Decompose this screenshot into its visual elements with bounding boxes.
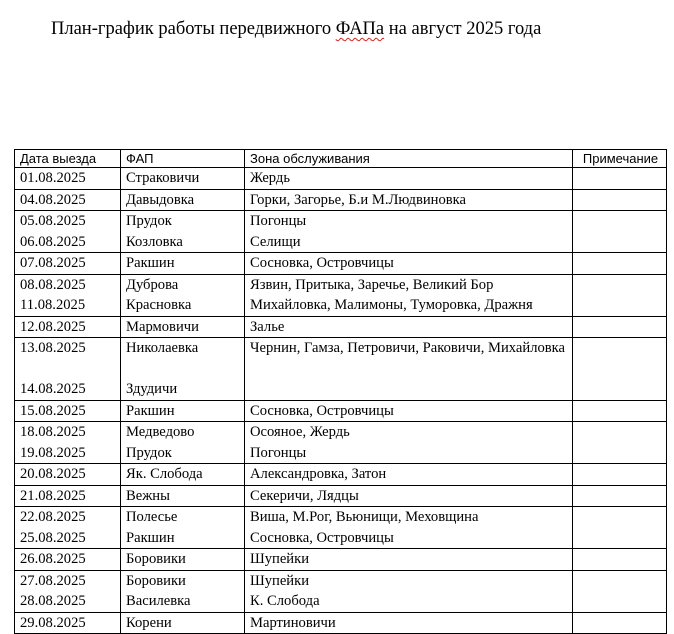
cell-zone <box>245 316 573 338</box>
table-body <box>15 168 667 634</box>
cell-date <box>15 274 121 316</box>
date-line: 15.08.2025 <box>20 402 86 419</box>
fap-line: Василевка <box>126 593 191 609</box>
header-zone: Зона обслуживания <box>245 150 573 168</box>
cell-fap <box>121 464 245 486</box>
cell-note <box>573 274 667 316</box>
date-line: 25.08.2025 <box>20 529 86 546</box>
fap-line: Прудок <box>126 213 172 229</box>
cell-spacer <box>20 359 117 380</box>
zone-line: Секеричи, Лядцы <box>250 487 359 504</box>
cell-note <box>573 612 667 634</box>
date-line: 13.08.2025 <box>20 340 86 356</box>
table-row <box>15 211 667 253</box>
cell-zone <box>245 211 573 253</box>
cell-note <box>573 422 667 464</box>
fap-line: Козловка <box>126 233 183 250</box>
cell-zone <box>245 168 573 190</box>
cell-zone <box>245 274 573 316</box>
zone-line: Горки, Загорье, Б.и М.Людвиновка <box>250 191 467 208</box>
fap-line: Ракшин <box>126 402 175 419</box>
cell-zone <box>245 253 573 275</box>
cell-fap <box>121 612 245 634</box>
zone-line: Селищи <box>250 233 301 250</box>
fap-line: Корени <box>126 614 172 631</box>
schedule-table <box>14 149 667 634</box>
table-row <box>15 400 667 422</box>
cell-zone <box>245 507 573 549</box>
cell-note <box>573 464 667 486</box>
table-row <box>15 549 667 571</box>
zone-line: Сосновка, Островчицы <box>250 255 394 271</box>
fap-line: Полесье <box>126 509 178 525</box>
cell-date <box>15 211 121 253</box>
cell-note <box>573 168 667 190</box>
zone-line: Виша, М.Рог, Вьюнищи, Меховщина <box>250 509 479 525</box>
cell-fap <box>121 400 245 422</box>
cell-note <box>573 400 667 422</box>
cell-fap <box>121 422 245 464</box>
table-row <box>15 464 667 486</box>
cell-zone <box>245 570 573 612</box>
cell-date <box>15 316 121 338</box>
cell-fap <box>121 168 245 190</box>
cell-zone <box>245 189 573 211</box>
cell-note <box>573 253 667 275</box>
date-line: 28.08.2025 <box>20 593 86 609</box>
fap-line: Мармовичи <box>126 318 199 335</box>
header-fap: ФАП <box>121 150 245 168</box>
zone-line: Жердь <box>250 170 290 186</box>
table-row <box>15 422 667 464</box>
date-line: 05.08.2025 <box>20 213 86 229</box>
zone-line: Язвин, Притыка, Заречье, Великий Бор <box>250 276 494 293</box>
table-row <box>15 507 667 549</box>
date-line: 12.08.2025 <box>20 318 86 335</box>
date-line: 14.08.2025 <box>20 381 86 397</box>
cell-note <box>573 485 667 507</box>
cell-date <box>15 570 121 612</box>
cell-date <box>15 422 121 464</box>
zone-line: Залье <box>250 318 285 335</box>
table-row <box>15 570 667 612</box>
cell-note <box>573 507 667 549</box>
fap-line: Ракшин <box>126 529 175 546</box>
date-line: 22.08.2025 <box>20 509 86 525</box>
cell-note <box>573 211 667 253</box>
cell-date <box>15 464 121 486</box>
date-line: 04.08.2025 <box>20 191 86 208</box>
cell-zone <box>245 485 573 507</box>
table-row <box>15 612 667 634</box>
fap-line: Ракшин <box>126 255 175 271</box>
cell-date <box>15 612 121 634</box>
cell-fap <box>121 253 245 275</box>
cell-note <box>573 189 667 211</box>
title-part-before: План-график работы передвижного <box>51 19 336 39</box>
cell-fap <box>121 211 245 253</box>
zone-line: Сосновка, Островчицы <box>250 529 394 546</box>
zone-line: Шупейки <box>250 551 310 567</box>
cell-fap <box>121 549 245 571</box>
date-line: 26.08.2025 <box>20 551 86 567</box>
fap-line: Боровики <box>126 551 186 567</box>
fap-line: Страковичи <box>126 170 200 186</box>
zone-line: Осояное, Жердь <box>250 424 350 440</box>
zone-line: Погонцы <box>250 444 307 461</box>
date-line: 29.08.2025 <box>20 614 86 631</box>
fap-line: Медведово <box>126 424 195 440</box>
header-date: Дата выезда <box>15 150 121 168</box>
cell-date <box>15 485 121 507</box>
cell-date <box>15 168 121 190</box>
date-line: 18.08.2025 <box>20 424 86 440</box>
zone-line: Сосновка, Островчицы <box>250 402 394 419</box>
table-header-row <box>15 150 667 168</box>
zone-line: Михайловка, Малимоны, Туморовка, Дражня <box>250 297 533 313</box>
table-row <box>15 338 667 401</box>
fap-line: Як. Слобода <box>126 466 203 482</box>
cell-zone <box>245 422 573 464</box>
cell-zone <box>245 549 573 571</box>
date-line: 21.08.2025 <box>20 487 86 504</box>
cell-note <box>573 570 667 612</box>
cell-fap <box>121 338 245 401</box>
cell-zone <box>245 612 573 634</box>
date-line: 01.08.2025 <box>20 170 86 186</box>
date-line: 19.08.2025 <box>20 444 86 461</box>
cell-fap <box>121 570 245 612</box>
table-row <box>15 316 667 338</box>
table-row <box>15 189 667 211</box>
document-title <box>51 17 541 41</box>
fap-line: Дуброва <box>126 276 179 293</box>
table-row <box>15 168 667 190</box>
cell-zone <box>245 464 573 486</box>
cell-date <box>15 400 121 422</box>
zone-line: Чернин, Гамза, Петровичи, Раковичи, Михайловка <box>250 340 566 356</box>
cell-date <box>15 189 121 211</box>
title-part-after: на август 2025 года <box>384 19 542 39</box>
cell-date <box>15 338 121 401</box>
cell-zone <box>245 338 573 401</box>
fap-line: Здудичи <box>126 381 178 397</box>
cell-note <box>573 316 667 338</box>
title-part-spellcheck-word: ФАПа <box>335 19 385 39</box>
fap-line: Вежны <box>126 487 170 504</box>
fap-line: Давыдовка <box>126 191 195 208</box>
zone-line: Александровка, Затон <box>250 466 387 482</box>
zone-line: К. Слобода <box>250 593 320 609</box>
fap-line: Николаевка <box>126 340 199 356</box>
zone-line: Шупейки <box>250 572 310 589</box>
fap-line: Боровики <box>126 572 186 589</box>
header-note: Примечание <box>573 150 667 168</box>
cell-fap <box>121 274 245 316</box>
date-line: 20.08.2025 <box>20 466 86 482</box>
cell-fap <box>121 189 245 211</box>
date-line: 11.08.2025 <box>20 297 86 313</box>
date-line: 27.08.2025 <box>20 572 86 589</box>
cell-date <box>15 253 121 275</box>
date-line: 06.08.2025 <box>20 233 86 250</box>
table-row <box>15 274 667 316</box>
fap-line: Красновка <box>126 297 192 313</box>
table-row <box>15 485 667 507</box>
cell-note <box>573 549 667 571</box>
cell-fap <box>121 316 245 338</box>
cell-note <box>573 338 667 401</box>
cell-date <box>15 549 121 571</box>
zone-line: Мартиновичи <box>250 614 336 631</box>
cell-fap <box>121 485 245 507</box>
date-line: 08.08.2025 <box>20 276 86 293</box>
cell-fap <box>121 507 245 549</box>
date-line: 07.08.2025 <box>20 255 86 271</box>
cell-spacer <box>126 359 241 380</box>
zone-line: Погонцы <box>250 213 307 229</box>
table-row <box>15 253 667 275</box>
cell-date <box>15 507 121 549</box>
fap-line: Прудок <box>126 444 172 461</box>
cell-zone <box>245 400 573 422</box>
